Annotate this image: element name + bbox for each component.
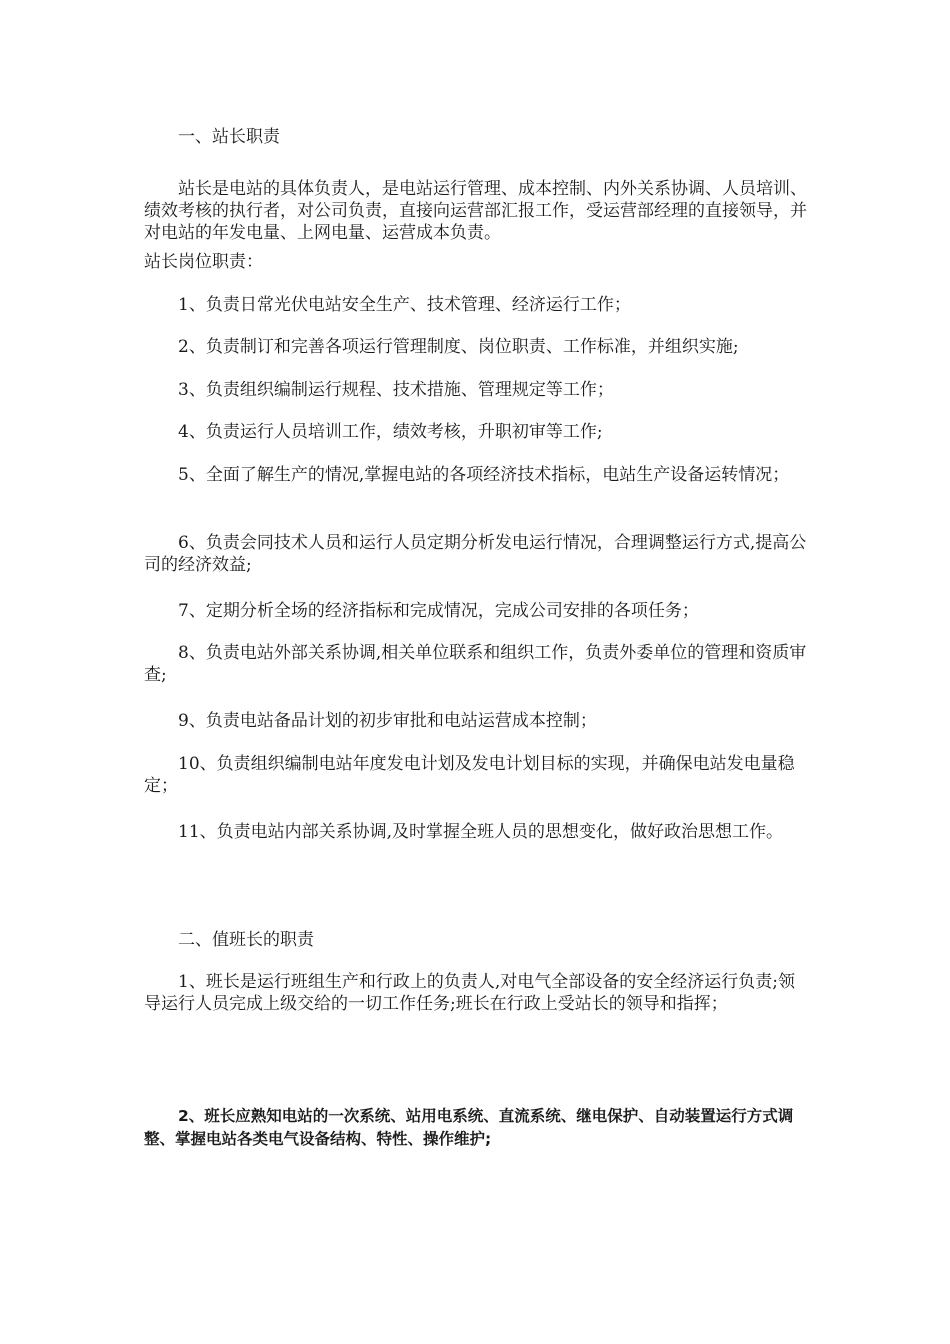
duty-item-2: 2、负责制订和完善各项运行管理制度、岗位职责、工作标准，并组织实施; (178, 337, 739, 357)
shift-leader-item-2: 2、班长应熟知电站的一次系统、站用电系统、直流系统、继电保护、自动装置运行方式调整、掌握电站各类电气设备结构、特性、操作维护; (144, 1107, 794, 1148)
duties-title: 站长岗位职责： (144, 252, 263, 272)
duty-item-7: 7、定期分析全场的经济指标和完成情况，完成公司安排的各项任务； (178, 601, 699, 621)
shift-leader-item-1: 1、班长是运行班组生产和行政上的负责人,对电气全部设备的安全经济运行负责;领导运行人员完成上级交给的一切工作任务;班长在行政上受站长的领导和指挥； (144, 972, 795, 1014)
duty-item-9: 9、负责电站备品计划的初步审批和电站运营成本控制； (178, 711, 597, 731)
section-1-heading: 一、站长职责 (178, 127, 280, 147)
duty-item-4: 4、负责运行人员培训工作，绩效考核，升职初审等工作; (178, 422, 603, 442)
station-master-intro: 站长是电站的具体负责人，是电站运行管理、成本控制、内外关系协调、人员培训、绩效考核的执行者，对公司负责，直接向运营部汇报工作，受运营部经理的直接领导，并对电站的年发电量、上网电量、运营成本负责。 (144, 179, 807, 243)
section-2-heading: 二、值班长的职责 (178, 930, 314, 950)
duty-item-6: 6、负责会同技术人员和运行人员定期分析发电运行情况，合理调整运行方式,提高公司的经济效益; (144, 533, 807, 575)
duty-item-11: 11、负责电站内部关系协调,及时掌握全班人员的思想变化，做好政治思想工作。 (178, 822, 784, 842)
duty-item-1: 1、负责日常光伏电站安全生产、技术管理、经济运行工作； (178, 295, 631, 315)
duty-item-8: 8、负责电站外部关系协调,相关单位联系和组织工作，负责外委单位的管理和资质审查; (144, 643, 807, 685)
duty-item-5: 5、全面了解生产的情况,掌握电站的各项经济技术指标，电站生产设备运转情况； (178, 465, 790, 485)
duty-item-10: 10、负责组织编制电站年度发电计划及发电计划目标的实现，并确保电站发电量稳定； (144, 754, 795, 796)
duty-item-3: 3、负责组织编制运行规程、技术措施、管理规定等工作； (178, 380, 614, 400)
